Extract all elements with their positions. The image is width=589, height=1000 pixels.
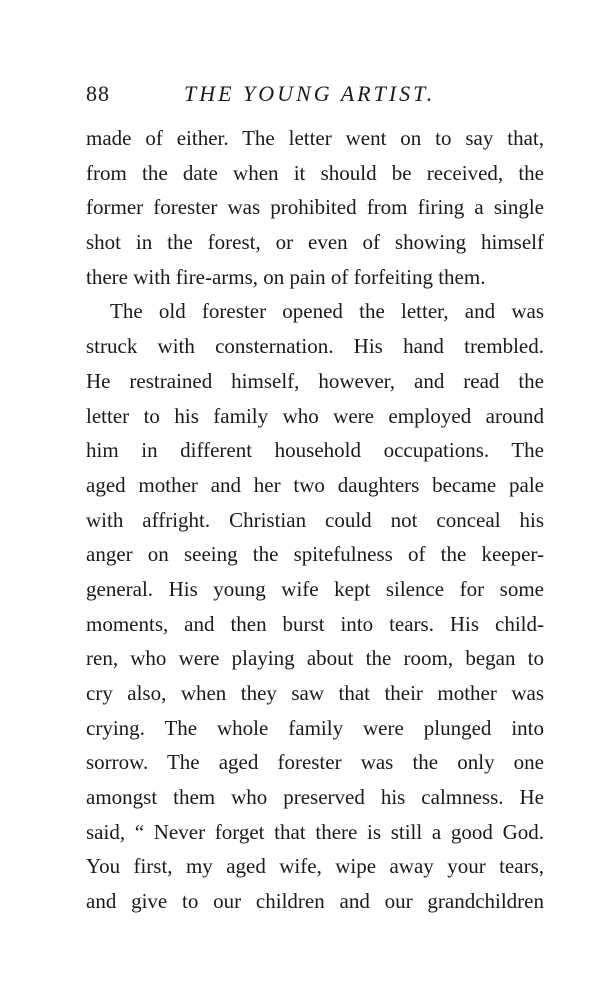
text-line: and give to our children and our grandchildren: [86, 889, 544, 914]
page-number: 88: [86, 81, 110, 106]
text-line: The old forester opened the letter, and was: [110, 299, 544, 324]
text-line: shot in the forest, or even of showing himself: [86, 230, 544, 255]
text-line: said, “ Never forget that there is still a good God.: [86, 819, 544, 844]
text-line: with affright. Christian could not conceal his: [86, 507, 544, 532]
running-title: THE YOUNG ARTIST.: [184, 81, 436, 106]
text-line: him in different household occupations. The: [86, 438, 544, 463]
text-line: struck with consternation. His hand trembled.: [86, 334, 544, 359]
page-header: [86, 74, 556, 114]
text-line: cry also, when they saw that their mother was: [86, 681, 544, 705]
text-line: aged mother and her two daughters became pale: [86, 472, 544, 497]
body-text: [86, 121, 544, 919]
text-line: He restrained himself, however, and read the: [86, 368, 544, 393]
text-line: crying. The whole family were plunged into: [86, 715, 544, 740]
text-line: ren, who were playing about the room, began to: [86, 646, 544, 671]
text-line: anger on seeing the spitefulness of the keeper-: [86, 542, 544, 567]
text-line: sorrow. The aged forester was the only one: [86, 750, 544, 775]
text-line: letter to his family who were employed around: [86, 403, 544, 428]
text-line: there with fire-arms, on pain of forfeiting them.: [86, 264, 486, 289]
text-line: former forester was prohibited from firing a single: [86, 195, 544, 220]
text-line: from the date when it should be received, the: [86, 160, 544, 185]
text-line: You first, my aged wife, wipe away your tears,: [86, 854, 544, 879]
text-line: amongst them who preserved his calmness. He: [86, 785, 544, 810]
text-line: general. His young wife kept silence for some: [86, 576, 544, 601]
text-line: moments, and then burst into tears. His child-: [86, 611, 544, 636]
text-line: made of either. The letter went on to say that,: [86, 126, 544, 150]
